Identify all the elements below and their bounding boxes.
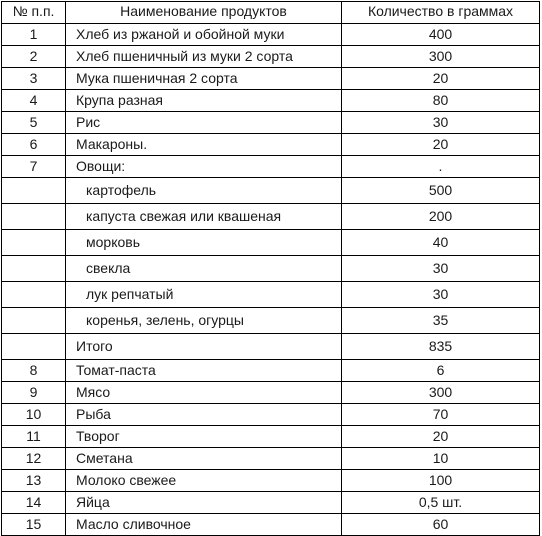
row-quantity: 20 — [342, 68, 540, 90]
row-quantity: 30 — [342, 256, 540, 282]
row-quantity: 10 — [342, 448, 540, 470]
row-number — [2, 334, 66, 360]
row-product-name: морковь — [66, 230, 342, 256]
table-row — [2, 426, 540, 448]
row-product-name: Творог — [66, 426, 342, 448]
table-header-row — [2, 2, 540, 24]
table-row — [2, 230, 540, 256]
row-quantity: 100 — [342, 470, 540, 492]
table-row — [2, 448, 540, 470]
row-product-name: Хлеб из ржаной и обойной муки — [66, 24, 342, 46]
row-product-name: Мясо — [66, 382, 342, 404]
row-quantity: 35 — [342, 308, 540, 334]
table-row — [2, 204, 540, 230]
row-number: 4 — [2, 90, 66, 112]
row-number: 13 — [2, 470, 66, 492]
row-number: 7 — [2, 156, 66, 178]
row-number: 6 — [2, 134, 66, 156]
row-number: 10 — [2, 404, 66, 426]
row-product-name: Хлеб пшеничный из муки 2 сорта — [66, 46, 342, 68]
table-row — [2, 404, 540, 426]
table-row — [2, 256, 540, 282]
table-row — [2, 360, 540, 382]
row-number — [2, 178, 66, 204]
table-row — [2, 382, 540, 404]
row-product-name: Сметана — [66, 448, 342, 470]
table-body — [2, 24, 540, 536]
row-product-name: Масло сливочное — [66, 514, 342, 536]
row-number: 12 — [2, 448, 66, 470]
row-product-name: Рис — [66, 112, 342, 134]
table-row — [2, 334, 540, 360]
row-number — [2, 256, 66, 282]
header-product-name: Наименование продуктов — [66, 2, 342, 24]
row-quantity: 30 — [342, 112, 540, 134]
product-norms-table — [1, 1, 540, 536]
product-norms-table-wrapper — [1, 1, 540, 536]
row-number: 3 — [2, 68, 66, 90]
row-quantity: 70 — [342, 404, 540, 426]
row-quantity: 0,5 шт. — [342, 492, 540, 514]
row-quantity: 400 — [342, 24, 540, 46]
table-row — [2, 156, 540, 178]
table-row — [2, 514, 540, 536]
row-number — [2, 230, 66, 256]
row-quantity: 300 — [342, 382, 540, 404]
table-row — [2, 134, 540, 156]
row-quantity: 60 — [342, 514, 540, 536]
row-product-name: Итого — [66, 334, 342, 360]
row-quantity: 20 — [342, 426, 540, 448]
row-quantity: 20 — [342, 134, 540, 156]
row-product-name: лук репчатый — [66, 282, 342, 308]
row-product-name: Макароны. — [66, 134, 342, 156]
row-number: 14 — [2, 492, 66, 514]
row-quantity: 40 — [342, 230, 540, 256]
row-quantity: 835 — [342, 334, 540, 360]
row-product-name: коренья, зелень, огурцы — [66, 308, 342, 334]
row-number: 1 — [2, 24, 66, 46]
row-product-name: свекла — [66, 256, 342, 282]
table-row — [2, 46, 540, 68]
row-quantity: . — [342, 156, 540, 178]
row-product-name: Овощи: — [66, 156, 342, 178]
table-row — [2, 68, 540, 90]
table-row — [2, 178, 540, 204]
row-number — [2, 282, 66, 308]
row-quantity: 500 — [342, 178, 540, 204]
row-number: 2 — [2, 46, 66, 68]
table-row — [2, 90, 540, 112]
row-product-name: картофель — [66, 178, 342, 204]
row-number — [2, 308, 66, 334]
table-row — [2, 112, 540, 134]
row-quantity: 30 — [342, 282, 540, 308]
table-row — [2, 470, 540, 492]
header-quantity: Количество в граммах — [342, 2, 540, 24]
row-product-name: Яйца — [66, 492, 342, 514]
row-product-name: Томат-паста — [66, 360, 342, 382]
row-product-name: капуста свежая или квашеная — [66, 204, 342, 230]
table-row — [2, 282, 540, 308]
table-row — [2, 24, 540, 46]
table-row — [2, 492, 540, 514]
row-product-name: Рыба — [66, 404, 342, 426]
row-quantity: 80 — [342, 90, 540, 112]
row-number: 9 — [2, 382, 66, 404]
row-product-name: Крупа разная — [66, 90, 342, 112]
row-number: 15 — [2, 514, 66, 536]
row-product-name: Молоко свежее — [66, 470, 342, 492]
row-number: 11 — [2, 426, 66, 448]
row-number — [2, 204, 66, 230]
table-row — [2, 308, 540, 334]
header-number: № п.п. — [2, 2, 66, 24]
row-quantity: 300 — [342, 46, 540, 68]
row-number: 5 — [2, 112, 66, 134]
row-quantity: 200 — [342, 204, 540, 230]
row-quantity: 6 — [342, 360, 540, 382]
row-product-name: Мука пшеничная 2 сорта — [66, 68, 342, 90]
row-number: 8 — [2, 360, 66, 382]
